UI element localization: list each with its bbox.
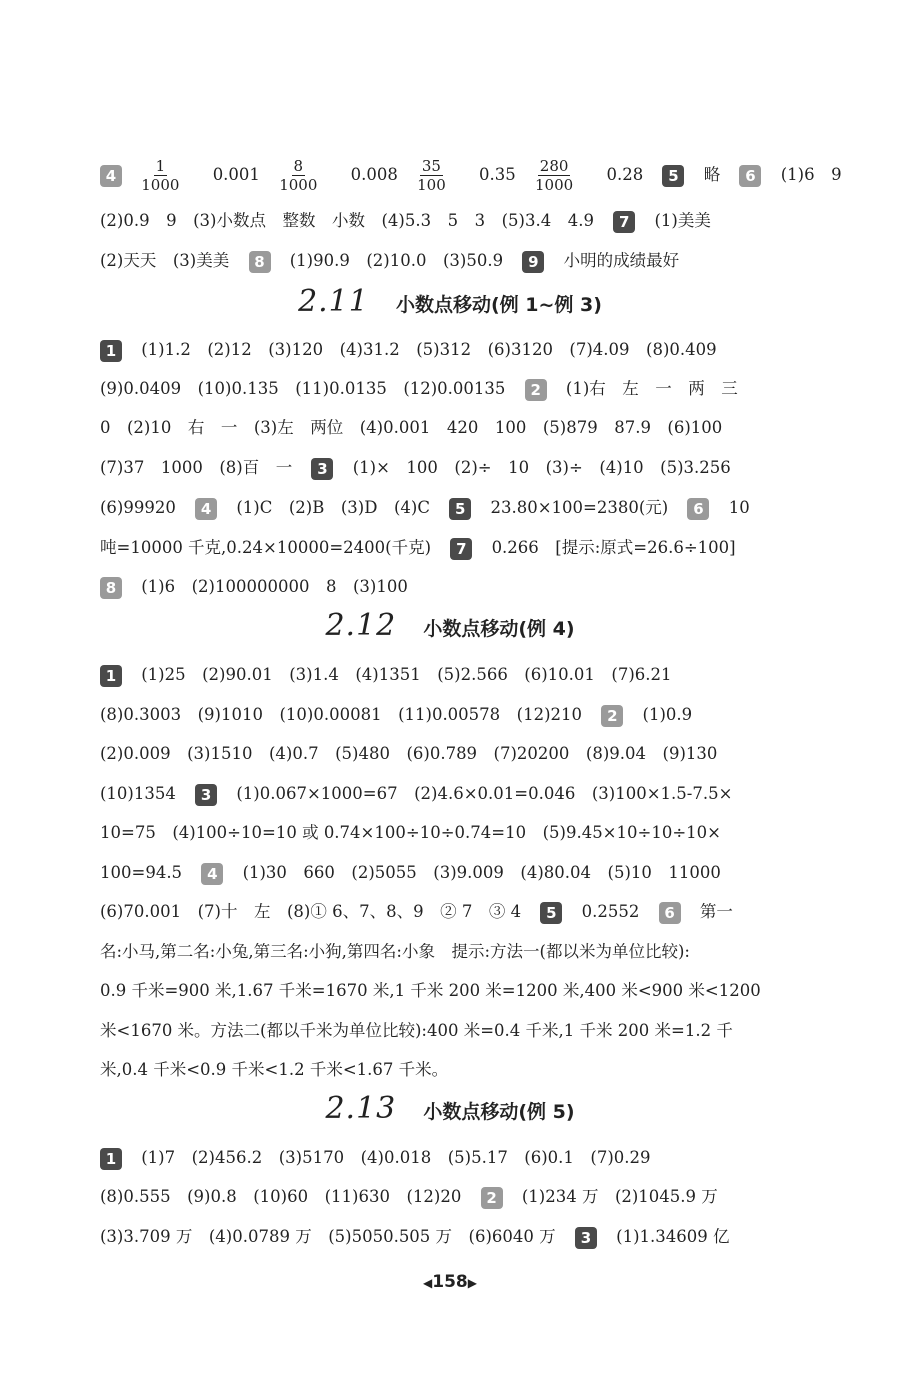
answer-text: (1)1.2 (2)12 (3)120 (4)31.2 (5)312 (6)3120 (7)4.09 (8)0.409 (141, 340, 717, 359)
answer-text: (1)6 (2)100000000 8 (3)100 (141, 577, 408, 596)
section-title: 小数点移动(例 4) (423, 618, 575, 640)
answer-line (100, 535, 820, 561)
answer-text: 0.28 (606, 165, 644, 184)
answer-text: (1)30 660 (2)5055 (3)9.009 (4)80.04 (5)10 11000 (242, 863, 721, 882)
question-badge: 2 (601, 705, 623, 727)
left-triangle-icon: ◀ (423, 1276, 433, 1290)
question-badge: 3 (575, 1227, 597, 1249)
answer-line (100, 455, 820, 481)
question-badge: 7 (450, 538, 472, 560)
answer-line (100, 820, 820, 846)
answer-text: 100=94.5 (100, 863, 183, 882)
answer-text: (1)7 (2)456.2 (3)5170 (4)0.018 (5)5.17 (6)0.1 (7)0.29 (141, 1148, 651, 1167)
answer-text: (1)右 左 一 两 三 (565, 379, 738, 398)
question-badge: 8 (100, 577, 122, 599)
answer-line (100, 574, 820, 600)
answer-text: (1)美美 (654, 211, 711, 230)
answer-line (100, 495, 820, 521)
fraction: $\frac{280}{1000}$ (535, 157, 574, 194)
answer-text: (2)天天 (3)美美 (100, 251, 230, 270)
question-badge: 2 (525, 379, 547, 401)
right-triangle-icon: ▶ (467, 1276, 477, 1290)
answer-text: (1)C (2)B (3)D (4)C (236, 498, 430, 517)
answer-line (100, 978, 820, 1004)
answer-text: (6)99920 (100, 498, 176, 517)
fraction: $\frac{35}{100}$ (417, 157, 446, 194)
answer-text: 0.266 [提示:原式=26.6÷100] (491, 538, 736, 557)
question-badge: 3 (311, 458, 333, 480)
answer-line (100, 415, 820, 441)
answer-text: (1)× 100 (2)÷ 10 (3)÷ (4)10 (5)3.256 (352, 458, 731, 477)
page-number: ◀158▶ (423, 1272, 477, 1292)
answer-text: 米,0.4 千米<0.9 千米<1.2 千米<1.67 千米。 (100, 1060, 449, 1079)
answer-text: 0.008 (350, 165, 398, 184)
answer-text: (10)1354 (100, 784, 176, 803)
section-heading (0, 284, 900, 319)
answer-text: 米<1670 米。方法二(都以千米为单位比较):400 米=0.4 千米,1 千米 200 米=1.2 千 (100, 1021, 733, 1040)
answer-text: 0.001 (212, 165, 260, 184)
question-badge: 7 (613, 211, 635, 233)
answer-text: (1)6 9 (780, 165, 842, 184)
question-badge: 5 (540, 902, 562, 924)
question-badge: 6 (687, 498, 709, 520)
answer-text: (1)90.9 (2)10.0 (3)50.9 (289, 251, 504, 270)
answer-text: 名:小马,第二名:小兔,第三名:小狗,第四名:小象 提示:方法一(都以米为单位比较): (100, 942, 690, 961)
section-heading (0, 1091, 900, 1126)
section-title: 小数点移动(例 1~例 3) (395, 294, 602, 316)
fraction: $\frac{1}{1000}$ (141, 157, 180, 194)
question-badge: 4 (201, 863, 223, 885)
answer-text: 0 (2)10 右 一 (3)左 两位 (4)0.001 420 100 (5)879 87.9 (6)100 (100, 418, 723, 437)
answer-line (100, 376, 820, 402)
answer-line (100, 208, 820, 234)
answer-line (100, 702, 820, 728)
answer-line (100, 781, 820, 807)
answer-line (100, 899, 820, 925)
question-badge: 5 (662, 165, 684, 187)
question-badge: 6 (659, 902, 681, 924)
answer-text: (9)0.0409 (10)0.135 (11)0.0135 (12)0.00135 (100, 379, 506, 398)
answer-text: (1)0.9 (642, 705, 693, 724)
answer-text: (1)0.067×1000=67 (2)4.6×0.01=0.046 (3)100×1.5-7.5× (236, 784, 733, 803)
answer-text: (8)0.555 (9)0.8 (10)60 (11)630 (12)20 (100, 1187, 462, 1206)
answer-text: (7)37 1000 (8)百 一 (100, 458, 293, 477)
section-number: 2.13 (325, 1091, 397, 1126)
question-badge: 9 (522, 251, 544, 273)
answer-line (100, 1184, 820, 1210)
section-number: 2.11 (298, 284, 369, 319)
answer-text: (1)234 万 (2)1045.9 万 (521, 1187, 718, 1206)
question-badge: 5 (449, 498, 471, 520)
answer-line (100, 248, 820, 274)
answer-text: 吨=10000 千克,0.24×10000=2400(千克) (100, 538, 432, 557)
answer-text: 23.80×100=2380(元) (490, 498, 669, 517)
answer-text: 第一 (699, 902, 733, 921)
answer-text: (8)0.3003 (9)1010 (10)0.00081 (11)0.00578 (12)210 (100, 705, 583, 724)
answer-text: 10=75 (4)100÷10=10 或 0.74×100÷10÷0.74=10 (5)9.45×10÷10÷10× (100, 823, 721, 842)
answer-text: 0.35 (479, 165, 516, 184)
question-badge: 4 (100, 165, 122, 187)
fraction: $\frac{8}{1000}$ (279, 157, 318, 194)
answer-line (100, 860, 820, 886)
answer-line (100, 1145, 820, 1171)
answer-text: 小明的成绩最好 (563, 251, 680, 270)
answer-text: (6)70.001 (7)十 左 (8)① 6、7、8、9 ② 7 ③ 4 (100, 902, 522, 921)
question-badge: 1 (100, 340, 122, 362)
section-number: 2.12 (325, 608, 397, 643)
answer-line (100, 1057, 820, 1083)
answer-line (100, 741, 820, 767)
question-badge: 4 (195, 498, 217, 520)
question-badge: 2 (481, 1187, 503, 1209)
question-badge: 1 (100, 1148, 122, 1170)
question-badge: 3 (195, 784, 217, 806)
section-title: 小数点移动(例 5) (423, 1101, 575, 1123)
answer-text: (2)0.009 (3)1510 (4)0.7 (5)480 (6)0.789 (7)20200 (8)9.04 (9)130 (100, 744, 718, 763)
answer-text: 10 (728, 498, 750, 517)
question-badge: 6 (739, 165, 761, 187)
answer-line (100, 1224, 820, 1250)
answer-text: (1)1.34609 亿 (616, 1227, 730, 1246)
answer-line (100, 337, 820, 363)
question-badge: 8 (249, 251, 271, 273)
answer-text: 略 (703, 165, 721, 184)
answer-text: (2)0.9 9 (3)小数点 整数 小数 (4)5.3 5 3 (5)3.4 4.9 (100, 211, 594, 230)
answer-text: (1)25 (2)90.01 (3)1.4 (4)1351 (5)2.566 (6)10.01 (7)6.21 (141, 665, 672, 684)
answer-line (100, 157, 842, 194)
answer-line (100, 662, 820, 688)
answer-line (100, 939, 820, 965)
answer-text: 0.2552 (581, 902, 640, 921)
section-heading (0, 608, 900, 643)
answer-text: 0.9 千米=900 米,1.67 千米=1670 米,1 千米 200 米=1200 米,400 米<900 米<1200 (100, 981, 761, 1000)
question-badge: 1 (100, 665, 122, 687)
answer-line (100, 1018, 820, 1044)
answer-text: (3)3.709 万 (4)0.0789 万 (5)5050.505 万 (6)6040 万 (100, 1227, 556, 1246)
